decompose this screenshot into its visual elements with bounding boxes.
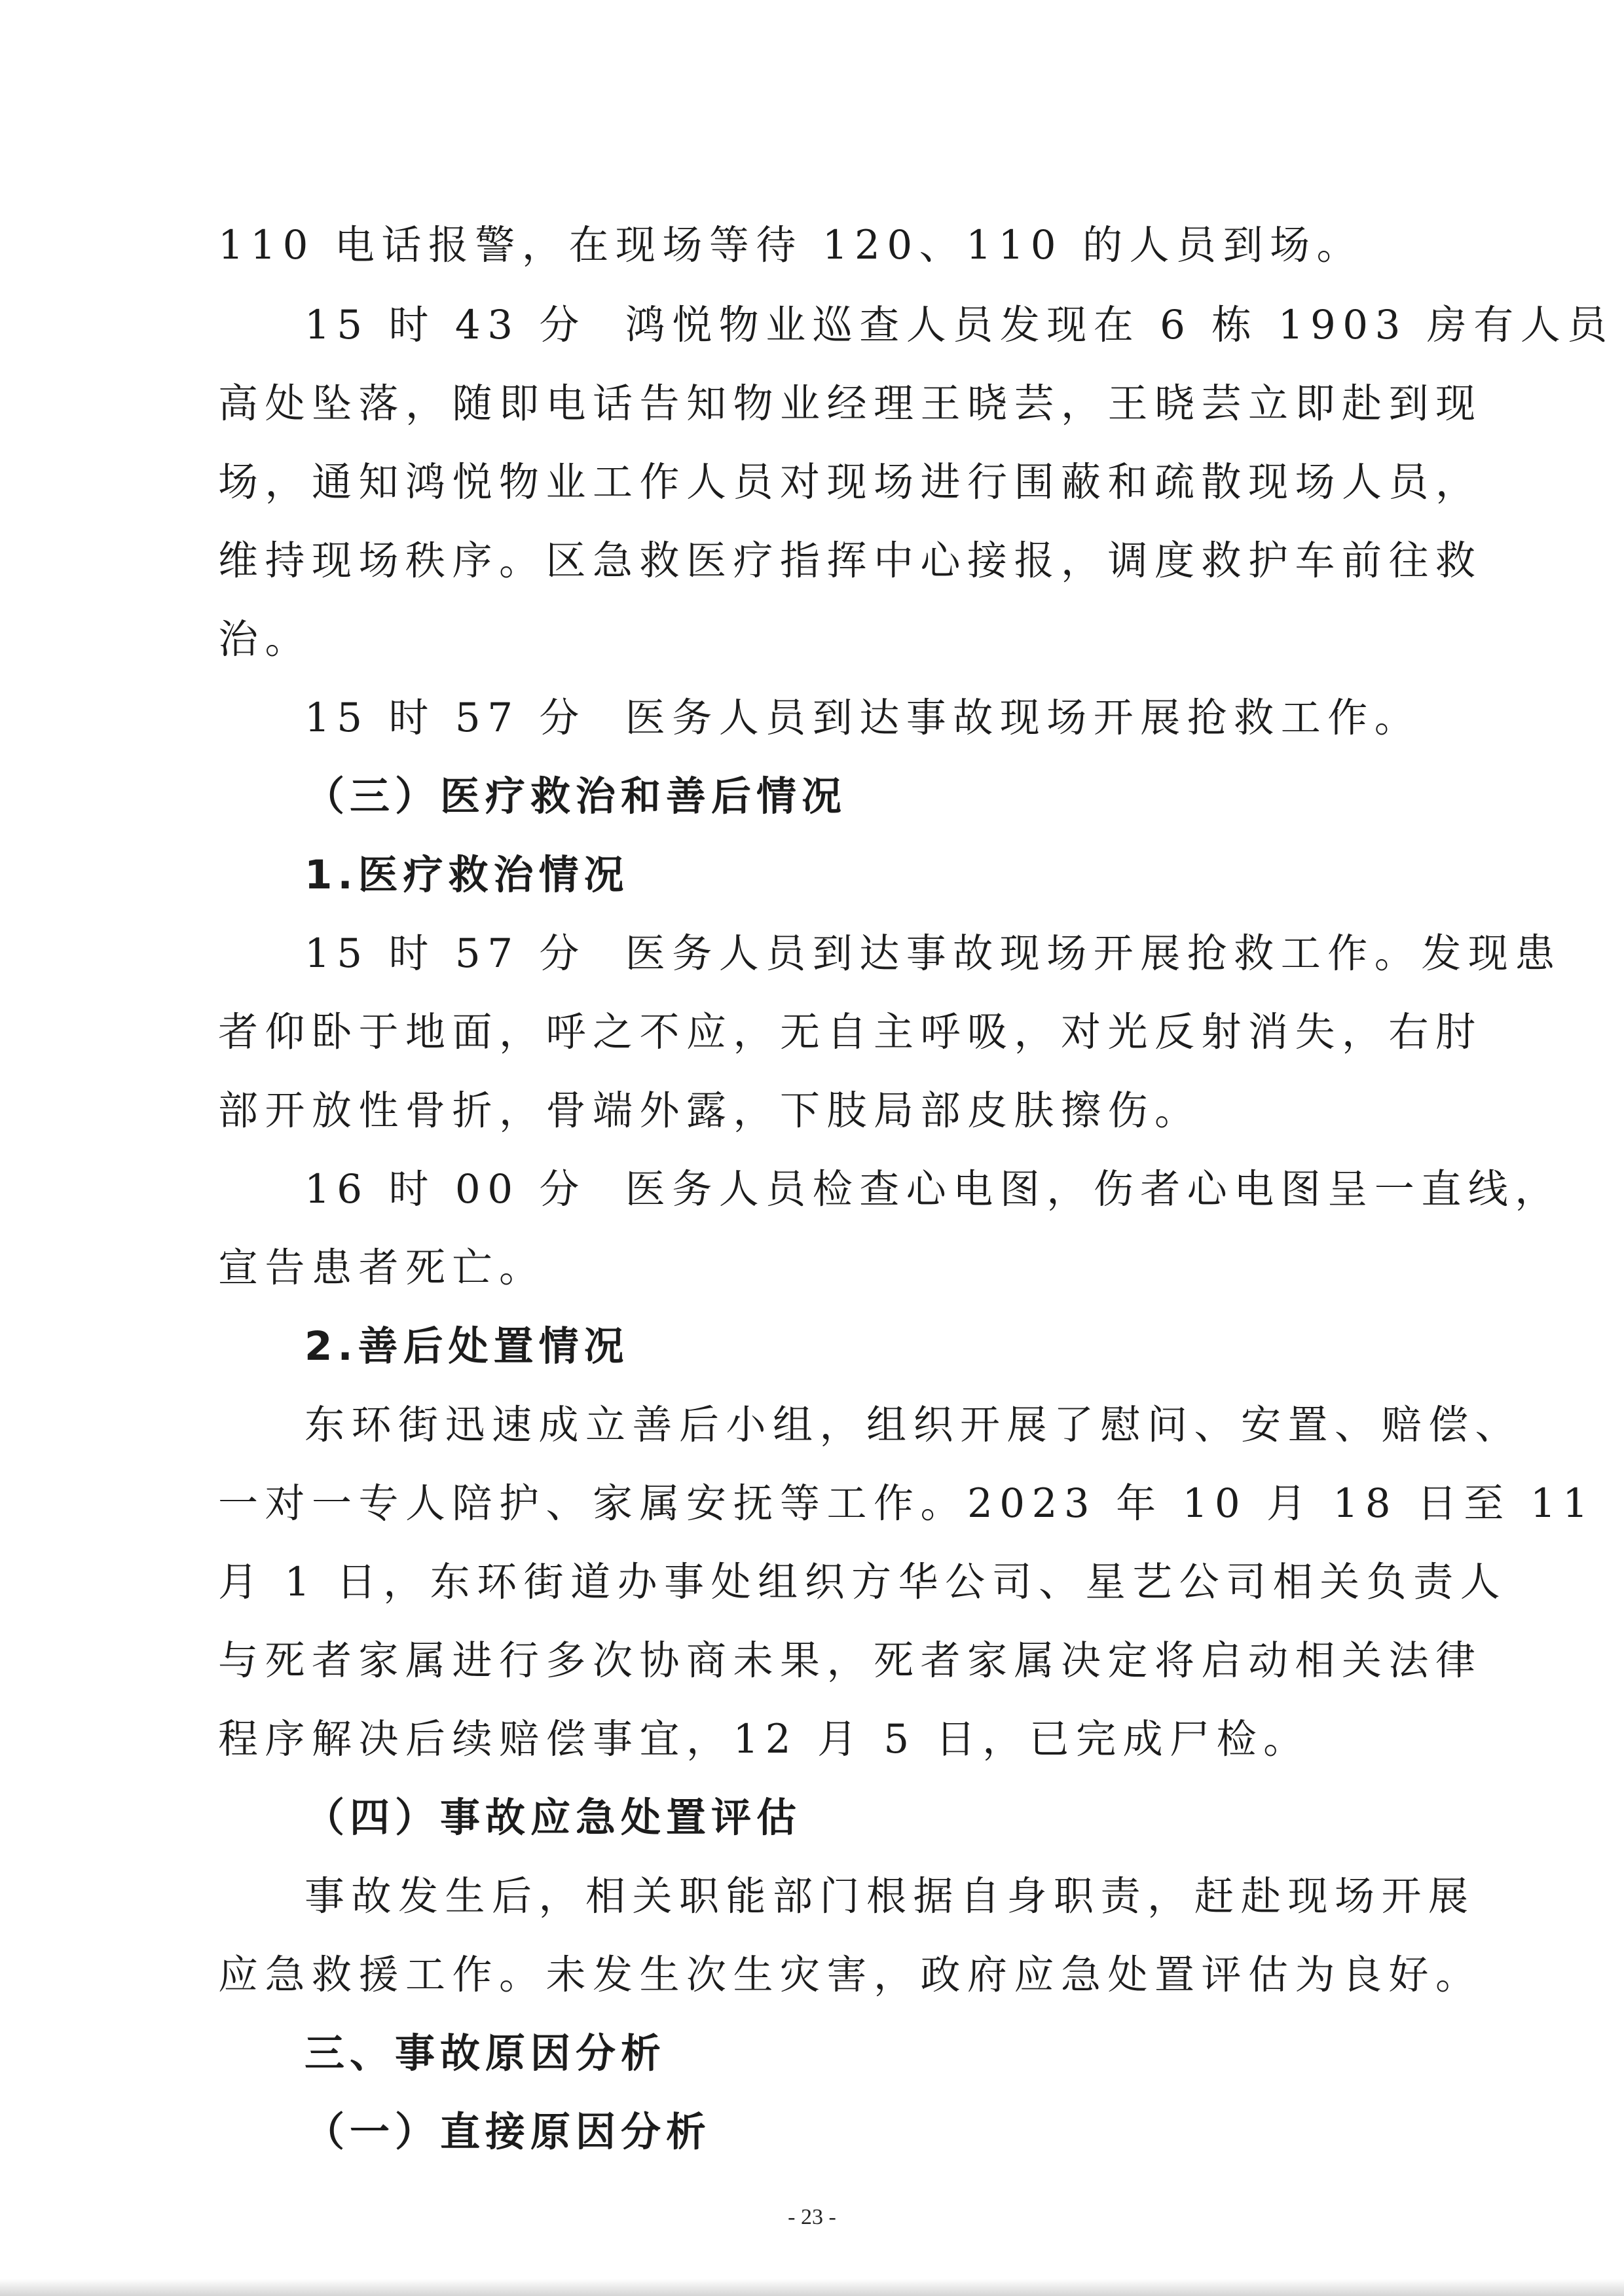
body-text-line: 场，通知鸿悦物业工作人员对现场进行围蔽和疏散现场人员， <box>218 459 1483 505</box>
body-text-line: 月 1 日，东环街道办事处组织方华公司、星艺公司相关负责人 <box>218 1559 1507 1605</box>
body-text-line: 15 时 57 分 医务人员到达事故现场开展抢救工作。发现患 <box>304 930 1562 977</box>
section-heading: （四）事故应急处置评估 <box>304 1795 802 1841</box>
page-number: - 23 - <box>788 2205 836 2229</box>
subsection-heading: 2.善后处置情况 <box>304 1323 629 1370</box>
section-heading: （三）医疗救治和善后情况 <box>304 773 847 820</box>
body-text-line: 治。 <box>218 616 312 663</box>
body-text-line: 高处坠落，随即电话告知物业经理王晓芸，王晓芸立即赴到现 <box>218 380 1483 427</box>
scan-edge-shadow <box>0 2279 1624 2296</box>
body-text-line: 事故发生后，相关职能部门根据自身职责，赶赴现场开展 <box>304 1873 1475 1920</box>
body-text-line: 应急救援工作。未发生次生灾害，政府应急处置评估为良好。 <box>218 1952 1483 1998</box>
body-text-line: 15 时 43 分 鸿悦物业巡查人员发现在 6 栋 1903 房有人员 <box>304 302 1614 348</box>
body-text-line: 16 时 00 分 医务人员检查心电图，伤者心电图呈一直线， <box>304 1166 1562 1212</box>
chapter-heading: 三、事故原因分析 <box>304 2030 667 2077</box>
body-text-line: 与死者家属进行多次协商未果，死者家属决定将启动相关法律 <box>218 1637 1483 1684</box>
subsection-heading: 1.医疗救治情况 <box>304 852 629 898</box>
body-text-line: 维持现场秩序。区急救医疗指挥中心接报，调度救护车前往救 <box>218 538 1483 584</box>
body-text-line: 一对一专人陪护、家属安抚等工作。2023 年 10 月 18 日至 11 <box>218 1480 1595 1527</box>
body-text-line: 部开放性骨折，骨端外露，下肢局部皮肤擦伤。 <box>218 1087 1202 1134</box>
body-text-line: 者仰卧于地面，呼之不应，无自主呼吸，对光反射消失，右肘 <box>218 1009 1483 1055</box>
body-text-line: 110 电话报警，在现场等待 120、110 的人员到场。 <box>218 222 1363 268</box>
body-text-line: 东环街迅速成立善后小组，组织开展了慰问、安置、赔偿、 <box>304 1402 1522 1448</box>
body-text-line: 15 时 57 分 医务人员到达事故现场开展抢救工作。 <box>304 695 1422 741</box>
body-text-line: 程序解决后续赔偿事宜，12 月 5 日，已完成尸检。 <box>218 1716 1310 1762</box>
section-heading: （一）直接原因分析 <box>304 2109 712 2155</box>
body-text-line: 宣告患者死亡。 <box>218 1245 546 1291</box>
